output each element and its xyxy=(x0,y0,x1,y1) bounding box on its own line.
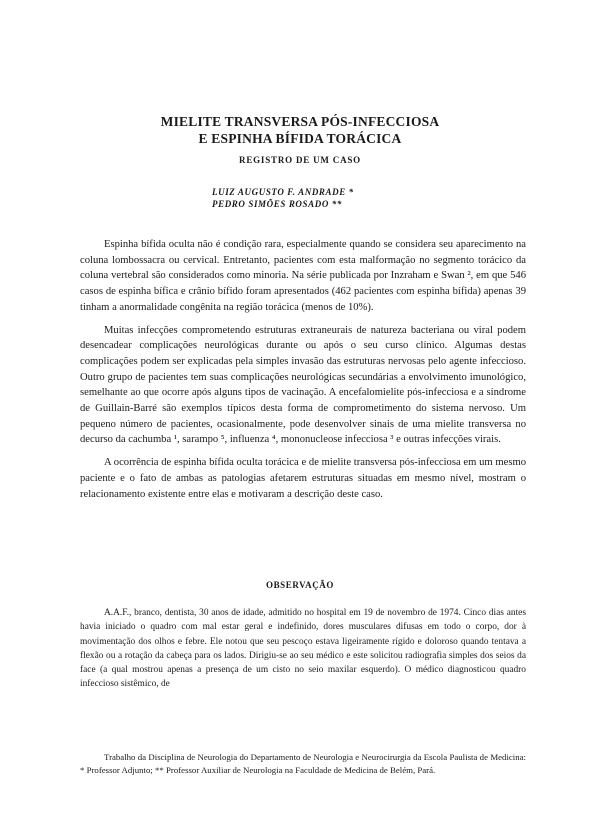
article-title xyxy=(0,113,600,147)
observation-body xyxy=(80,606,526,692)
paragraph-1: Espinha bífida oculta não é condição rara, especialmente quando se considera seu aparecimento na coluna lombossacra ou cervical. Entretanto, pacientes com esta malformação no segmento torácico da coluna vertebral são considerados como minoria. Na série publicada por Inzraham e Swan ², em que 546 casos de espinha bífica e crânio bífido foram apresentados (462 pacientes com espinha bífida) apenas 39 tinham a anormalidade congênita na região torácica (menos de 10%). xyxy=(80,239,526,313)
footnote xyxy=(80,751,526,777)
observation-heading: OBSERVAÇÃO xyxy=(265,580,335,590)
paragraph-3: A ocorrência de espinha bífida oculta torácica e de mielite transversa pós-infecciosa em um mesmo paciente e o fato de ambas as patologias afetarem estruturas situadas em mesmo nível, mostram o relacionamento existente entre elas e motivaram a descrição deste caso. xyxy=(80,457,526,500)
title-line-1: MIELITE TRANSVERSA PÓS-INFECCIOSA xyxy=(160,114,440,129)
author-2: PEDRO SIMÕES ROSADO ** xyxy=(212,199,342,209)
introduction-body xyxy=(80,237,526,509)
author-1: LUIZ AUGUSTO F. ANDRADE * xyxy=(212,187,354,197)
title-line-2: E ESPINHA BÍFIDA TORÁCICA xyxy=(198,131,402,146)
footnote-text: Trabalho da Disciplina de Neurologia do Departamento de Neurologia e Neurocirurgia da Escola Paulista de Medicina: * Professor Adjunto; ** Professor Auxiliar de Neurologia na Faculdade de Medicina de Belém, Pará. xyxy=(80,752,526,775)
paragraph-2: Muitas infecções comprometendo estruturas extraneurais de natureza bacteriana ou viral podem desencadear complicações neurológicas durante ou após o seu curso clínico. Algumas destas complicações podem ser explicadas pela simples invasão das estruturas nervosas pelo agente infeccioso. Outro grupo de pacientes tem suas complicações neurológicas secundárias a envolvimento imunológico, semelhante ao que ocorre após alguns tipos de vacinação. A encefalomielite pós-infecciosa e a síndrome de Guillain-Barré são exemplos típicos desta forma de comprometimento do sistema nervoso. Um pequeno número de pacientes, ocasionalmente, pode desenvolver sinais de uma mielite transversa no decurso da cachumba ¹, sarampo ⁵, influenza ⁴, mononucleose infecciosa ³ e outras infecções virais. xyxy=(80,324,526,446)
article-subtitle: REGISTRO DE UM CASO xyxy=(239,155,361,165)
author-block xyxy=(212,186,472,210)
observation-paragraph: A.A.F., branco, dentista, 30 anos de idade, admitido no hospital em 19 de novembro de 1974. Cinco dias antes havia iniciado o quadro com mal estar geral e indefinido, dores musculares difusas em todo o corpo, dor à movimentação dos olhos e febre. Ele notou que seu pescoço estava ligeiramente rígido e doloroso quando tentava a flexão ou a rotação da cabeça para os lados. Dirigiu-se ao seu médico e este solicitou radiografia simples dos seios da face (a qual mostrou apenas a presença de um cisto no seio maxilar esquerdo). O médico diagnosticou quadro infeccioso sistêmico, de xyxy=(80,608,526,690)
